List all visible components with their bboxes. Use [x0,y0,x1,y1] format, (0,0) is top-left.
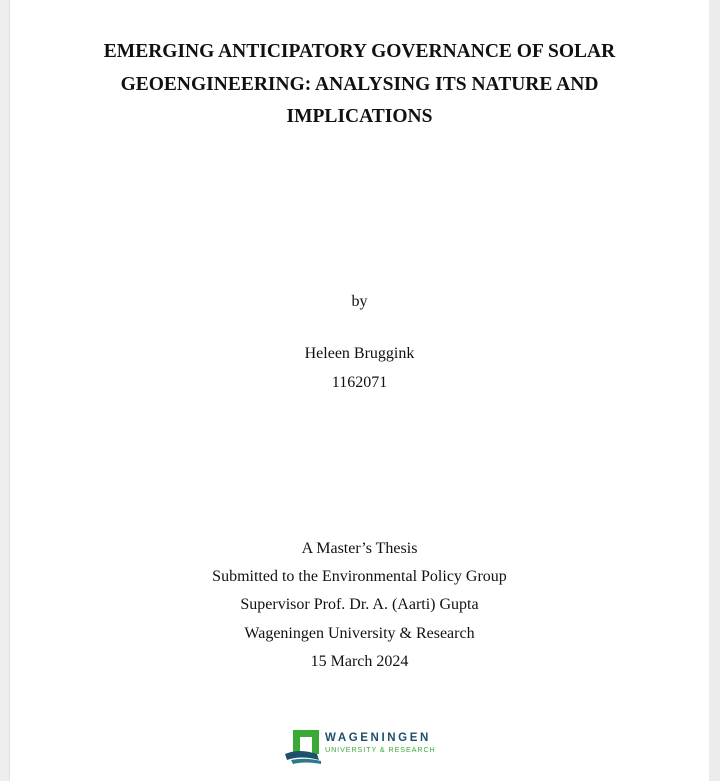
viewer-edge [709,0,720,781]
logo-subtitle: UNIVERSITY & RESEARCH [325,745,436,754]
title-line-1: EMERGING ANTICIPATORY GOVERNANCE OF SOLAR [103,41,616,62]
thesis-info [10,535,709,676]
submission-date: 15 March 2024 [310,652,409,670]
student-number: 1162071 [331,374,388,391]
thesis-type: A Master’s Thesis [301,540,418,557]
thesis-title [10,36,709,134]
logo-name: WAGENINGEN [325,732,431,744]
supervisor: Supervisor Prof. Dr. A. (Aarti) Gupta [240,596,479,614]
logo-text [325,731,436,755]
title-line-3: IMPLICATIONS [286,106,433,127]
wur-logo-icon [275,728,325,766]
author-name: Heleen Bruggink [304,345,415,362]
by-label: by [351,293,368,310]
university-logo [275,728,450,766]
document-page [10,0,709,781]
title-line-2: GEOENGINEERING: ANALYSING ITS NATURE AND [120,73,599,95]
author-block [10,339,709,397]
university: Wageningen University & Research [244,624,475,642]
submitted-to: Submitted to the Environmental Policy Group [212,568,507,586]
